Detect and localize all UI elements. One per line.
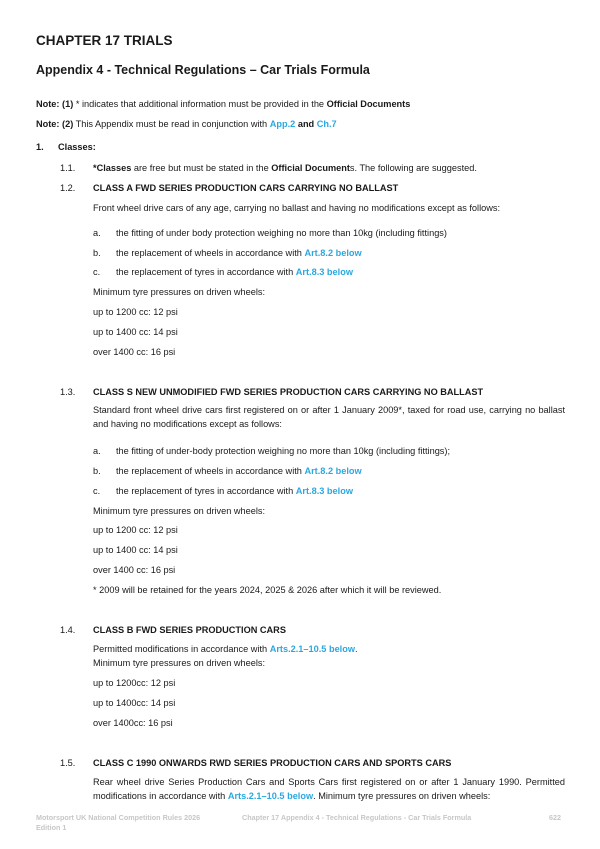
clause-1-1-part2: s. The following are suggested. xyxy=(349,163,477,173)
clause-1-3-item-a-text: the fitting of under-body protection weighing no more than 10kg (including fittings); xyxy=(116,446,451,456)
clause-1-4-pressures-label: Minimum tyre pressures on driven wheels: xyxy=(93,658,266,668)
clause-1-1-number: 1.1. xyxy=(60,163,76,173)
official-document-strong: Official Document xyxy=(271,163,350,173)
clause-1-5-line-1: Rear wheel drive Series Production Cars and Sports Cars first registered on or after 1 January 1990. xyxy=(93,777,522,787)
note-2-text: This Appendix must be read in conjunction with xyxy=(75,119,268,129)
chapter-title: CHAPTER 17 TRIALS xyxy=(36,33,173,48)
clause-1-4-mod-text: Permitted modifications in accordance with xyxy=(93,644,268,654)
clause-1-5-heading: CLASS C 1990 ONWARDS RWD SERIES PRODUCTION CARS AND SPORTS CARS xyxy=(93,758,452,768)
clause-1-3-pressures-label: Minimum tyre pressures on driven wheels: xyxy=(93,506,266,516)
footer-edition: Edition 1 xyxy=(36,823,67,832)
clause-1-2-item-b xyxy=(116,247,362,259)
link-arts-2-1-10-5[interactable]: Arts.2.1–10.5 below xyxy=(227,791,314,801)
note-1-prefix: Note: (1) xyxy=(36,99,74,109)
clause-1-5-pressures-label: . Minimum tyre pressures on driven wheels: xyxy=(313,791,491,801)
link-art-8-3[interactable]: Art.8.3 below xyxy=(295,267,353,277)
link-app-2[interactable]: App.2 xyxy=(269,119,296,129)
section-1-title: Classes: xyxy=(58,142,96,152)
clause-1-2-item-a-letter: a. xyxy=(93,228,101,238)
link-arts-2-1-10-5[interactable]: Arts.2.1–10.5 below xyxy=(269,644,355,654)
clause-1-4-heading: CLASS B FWD SERIES PRODUCTION CARS xyxy=(93,625,286,635)
clause-1-3-number: 1.3. xyxy=(60,387,76,397)
clause-1-2-item-b-letter: b. xyxy=(93,248,101,258)
clause-1-3-item-b xyxy=(116,465,362,477)
section-1-number: 1. xyxy=(36,142,44,152)
note-2-prefix: Note: (2) xyxy=(36,119,74,129)
clause-1-3-intro: Standard front wheel drive cars first registered on or after 1 January 2009*, taxed for road use, carrying no ballast and having no modifications except as follows: xyxy=(93,405,565,429)
clause-1-1-part1: are free but must be stated in the xyxy=(133,163,269,173)
clause-1-2-heading: CLASS A FWD SERIES PRODUCTION CARS CARRYING NO BALLAST xyxy=(93,183,399,193)
footer-chapter-ref: Chapter 17 Appendix 4 - Technical Regulations - Car Trials Formula xyxy=(242,813,472,822)
clause-1-5-mod-text: Permitted modifications in accordance with xyxy=(93,777,565,801)
clause-1-5-number: 1.5. xyxy=(60,758,76,768)
clause-1-3-heading: CLASS S NEW UNMODIFIED FWD SERIES PRODUCTION CARS CARRYING NO BALLAST xyxy=(93,387,484,397)
clause-1-2-item-c-text: the replacement of tyres in accordance with xyxy=(116,267,294,277)
link-ch-7[interactable]: Ch.7 xyxy=(316,119,337,129)
link-art-8-2[interactable]: Art.8.2 below xyxy=(304,248,362,258)
clause-1-3-item-b-text: the replacement of wheels in accordance with xyxy=(116,466,302,476)
clause-1-3-pressure-1: up to 1200 cc: 12 psi xyxy=(93,525,178,535)
note-2 xyxy=(36,118,337,130)
clause-1-4-pressure-3: over 1400cc: 16 psi xyxy=(93,718,173,728)
clause-1-3-item-b-letter: b. xyxy=(93,466,101,476)
clause-1-3-footnote: * 2009 will be retained for the years 2024, 2025 & 2026 after which it will be reviewed. xyxy=(93,585,442,595)
clause-1-5-body xyxy=(93,775,565,803)
clause-1-3-item-c xyxy=(116,485,353,497)
clause-1-4-pressure-1: up to 1200cc: 12 psi xyxy=(93,678,176,688)
note-1-official-documents: Official Documents xyxy=(326,99,411,109)
clause-1-2-intro: Front wheel drive cars of any age, carrying no ballast and having no modifications except as follows: xyxy=(93,203,501,213)
clause-1-2-pressure-2: up to 1400 cc: 14 psi xyxy=(93,327,178,337)
clause-1-2-pressure-3: over 1400 cc: 16 psi xyxy=(93,347,176,357)
clause-1-2-item-a-text: the fitting of under body protection weighing no more than 10kg (including fittings) xyxy=(116,228,447,238)
note-1-text: * indicates that additional information must be provided in the xyxy=(75,99,325,109)
clause-1-2-item-c-letter: c. xyxy=(93,267,101,277)
link-art-8-3[interactable]: Art.8.3 below xyxy=(295,486,353,496)
clause-1-3-item-c-letter: c. xyxy=(93,486,101,496)
clause-1-4-number: 1.4. xyxy=(60,625,76,635)
clause-1-3-item-c-text: the replacement of tyres in accordance with xyxy=(116,486,294,496)
clause-1-2-number: 1.2. xyxy=(60,183,76,193)
clause-1-2-item-b-text: the replacement of wheels in accordance with xyxy=(116,248,302,258)
clause-1-2-pressures-label: Minimum tyre pressures on driven wheels: xyxy=(93,287,266,297)
clause-1-3-pressure-2: up to 1400 cc: 14 psi xyxy=(93,545,178,555)
clause-1-4-mod-end: . xyxy=(354,644,358,654)
link-art-8-2[interactable]: Art.8.2 below xyxy=(304,466,362,476)
clause-1-3-pressure-3: over 1400 cc: 16 psi xyxy=(93,565,176,575)
clause-1-2-pressure-1: up to 1200 cc: 12 psi xyxy=(93,307,178,317)
footer-page-number: 622 xyxy=(549,813,561,822)
footer-publication: Motorsport UK National Competition Rules 2026 xyxy=(36,813,201,822)
classes-strong: *Classes xyxy=(93,163,132,173)
appendix-title: Appendix 4 - Technical Regulations – Car Trials Formula xyxy=(36,63,370,77)
clause-1-4-pressure-2: up to 1400cc: 14 psi xyxy=(93,698,176,708)
clause-1-3-item-a-letter: a. xyxy=(93,446,101,456)
clause-1-1-text xyxy=(93,162,477,174)
note-2-and: and xyxy=(297,119,315,129)
clause-1-2-item-c xyxy=(116,266,353,278)
note-1 xyxy=(36,98,410,110)
clause-1-4-modifications xyxy=(93,643,358,655)
